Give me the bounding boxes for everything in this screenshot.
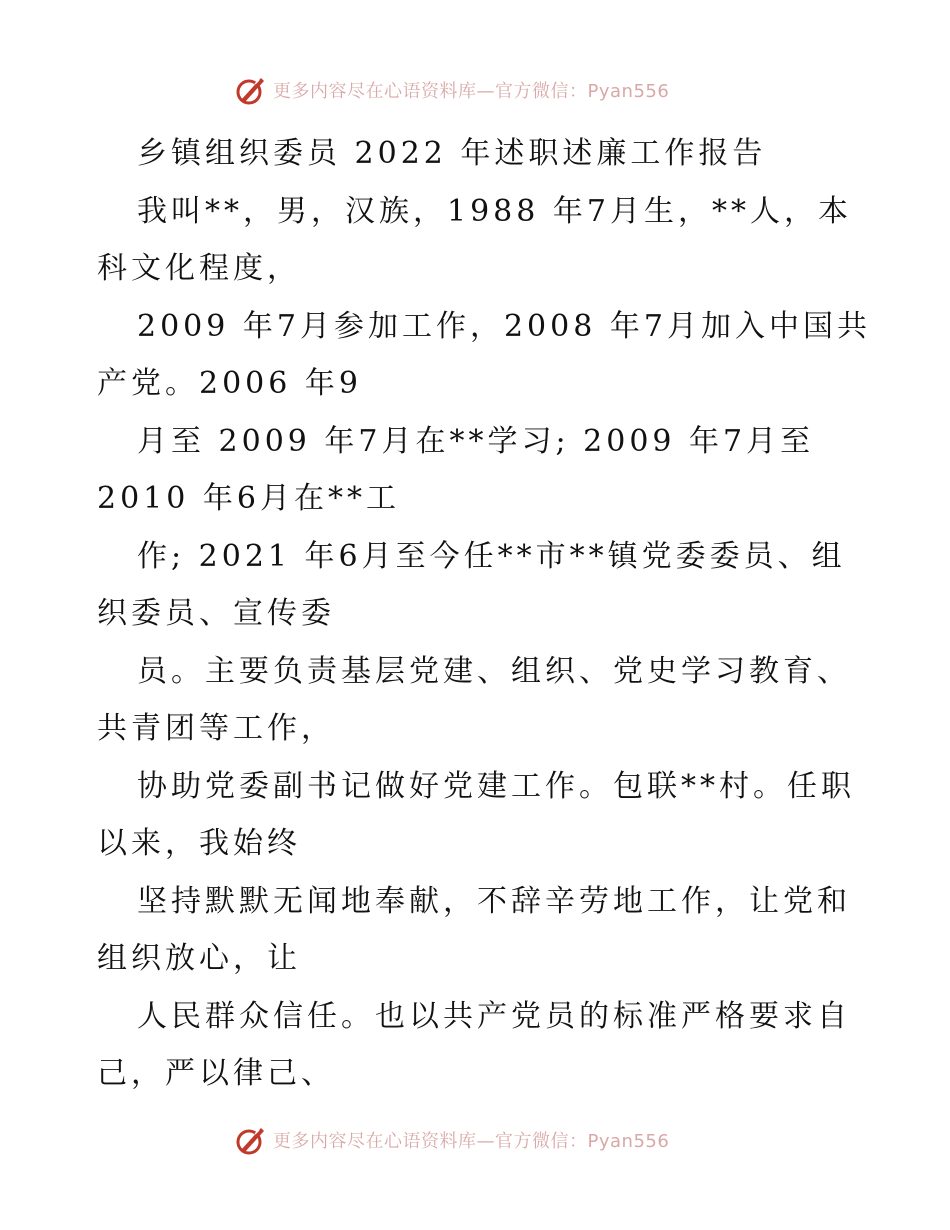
footer-banner-text: 更多内容尽在心语资料库—官方微信：Pyan556 (273, 1131, 670, 1152)
document-body (97, 125, 871, 1103)
paragraph-line: 产党。2006 年9 (97, 366, 362, 401)
paragraph-line: 以来，我始终 (97, 826, 301, 861)
paragraph-line: 己，严以律己、 (97, 1056, 335, 1091)
paragraph-line: 协助党委副书记做好党建工作。包联**村。任职 (137, 768, 855, 804)
paragraph-line: 2009 年7月参加工作，2008 年7月加入中国共 (137, 308, 871, 344)
paragraph-line: 共青团等工作， (97, 711, 335, 746)
paragraph-line: 人民群众信任。也以共产党员的标准严格要求自 (137, 998, 851, 1034)
paragraph-line: 2010 年6月在**工 (97, 481, 400, 516)
paragraph-line: 织委员、宣传委 (97, 596, 335, 631)
paragraph-line: 坚持默默无闻地奉献，不辞辛劳地工作，让党和 (137, 883, 851, 919)
quill-pen-logo-icon (235, 74, 267, 106)
paragraph-line: 员。主要负责基层党建、组织、党史学习教育、 (137, 653, 851, 689)
header-banner-text: 更多内容尽在心语资料库—官方微信：Pyan556 (273, 81, 670, 102)
header-banner (235, 72, 715, 108)
footer-banner (235, 1122, 715, 1158)
paragraph-line: 科文化程度， (97, 251, 301, 286)
document-title: 乡镇组织委员 2022 年述职述廉工作报告 (137, 136, 767, 171)
paragraph-line: 作; 2021 年6月至今任**市**镇党委委员、组 (137, 538, 846, 574)
paragraph-line: 月至 2009 年7月在**学习; 2009 年7月至 (137, 423, 815, 459)
paragraph-line: 组织放心，让 (97, 941, 301, 976)
paragraph-line: 我叫**，男，汉族，1988 年7月生，**人，本 (137, 193, 852, 229)
quill-pen-logo-icon (235, 1124, 267, 1156)
